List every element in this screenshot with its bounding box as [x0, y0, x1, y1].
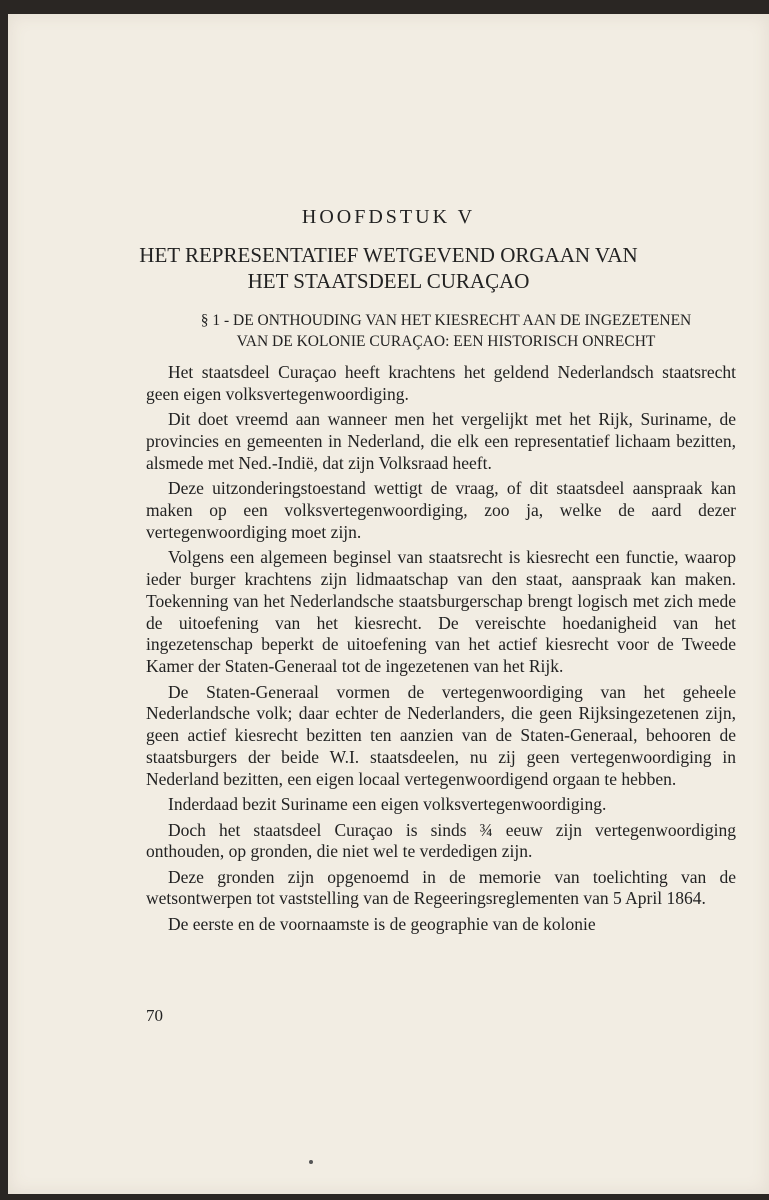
paragraph: Deze gronden zijn opgenoemd in de memorie van toelichting van de wetsontwerpen tot vaststelling van de Regeeringsreglementen van 5 April 1864.: [146, 866, 736, 909]
paragraph: Doch het staatsdeel Curaçao is sinds ¾ eeuw zijn vertegenwoordiging onthouden, op gronden, die niet wel te verdedigen zijn.: [146, 819, 736, 862]
chapter-title-line: HET REPRESENTATIEF WETGEVEND ORGAAN VAN: [139, 243, 638, 267]
paragraph: Dit doet vreemd aan wanneer men het vergelijkt met het Rijk, Suriname, de provincies en gemeenten in Nederland, die elk een representatief lichaam bezitten, alsmede met Ned.-Indië, dat zijn Volksraad heeft.: [146, 409, 736, 473]
paragraph: Inderdaad bezit Suriname een eigen volksvertegenwoordiging.: [168, 794, 607, 815]
section-heading-line: § 1 - DE ONTHOUDING VAN HET KIESRECHT AAN DE INGEZETENEN: [200, 312, 692, 329]
paragraph: Deze uitzonderingstoestand wettigt de vraag, of dit staatsdeel aanspraak kan maken op een volksvertegenwoordiging, zoo ja, welke de aard dezer vertegenwoordiging moet zijn.: [146, 478, 736, 542]
book-page: [8, 14, 769, 1194]
section-heading-line: VAN DE KOLONIE CURAÇAO: EEN HISTORISCH ONRECHT: [236, 333, 656, 350]
paragraph: De Staten-Generaal vormen de vertegenwoordiging van het geheele Nederlandsche volk; daar echter de Nederlanders, die geen Rijksingezetenen zijn, geen actief kiesrecht bezitten ten aanzien van de Staten-Generaal, behooren de staatsburgers der beide W.I. staatsdeelen, nu zij geen vertegenwoordiging in Nederland bezitten, een eigen locaal vertegenwoordigend orgaan te hebben.: [146, 681, 736, 789]
paragraph: Het staatsdeel Curaçao heeft krachtens het geldend Nederlandsch staatsrecht geen eigen volksvertegenwoordiging.: [146, 362, 736, 404]
body-text: [146, 362, 736, 939]
chapter-title: [8, 242, 769, 294]
paragraph: Volgens een algemeen beginsel van staatsrecht is kiesrecht een functie, waarop ieder burger krachtens zijn lidmaatschap van den staat, aanspraak kan maken. Toekenning van het Nederlandsche staatsburgerschap brengt logisch met zich mede de uitoefening van het kiesrecht. De vereischte hoedanigheid van het ingezetenschap beperkt de uitoefening van het actief kiesrecht voor de Tweede Kamer der Staten-Generaal tot de ingezetenen van het Rijk.: [146, 547, 736, 677]
section-heading: [146, 310, 746, 352]
chapter-title-line: HET STAATSDEEL CURAÇAO: [247, 269, 530, 293]
paragraph: De eerste en de voornaamste is de geographie van de kolonie: [168, 913, 596, 934]
chapter-heading: HOOFDSTUK V: [301, 206, 476, 228]
page-dot: [309, 1160, 313, 1164]
page-number: 70: [146, 1006, 163, 1025]
